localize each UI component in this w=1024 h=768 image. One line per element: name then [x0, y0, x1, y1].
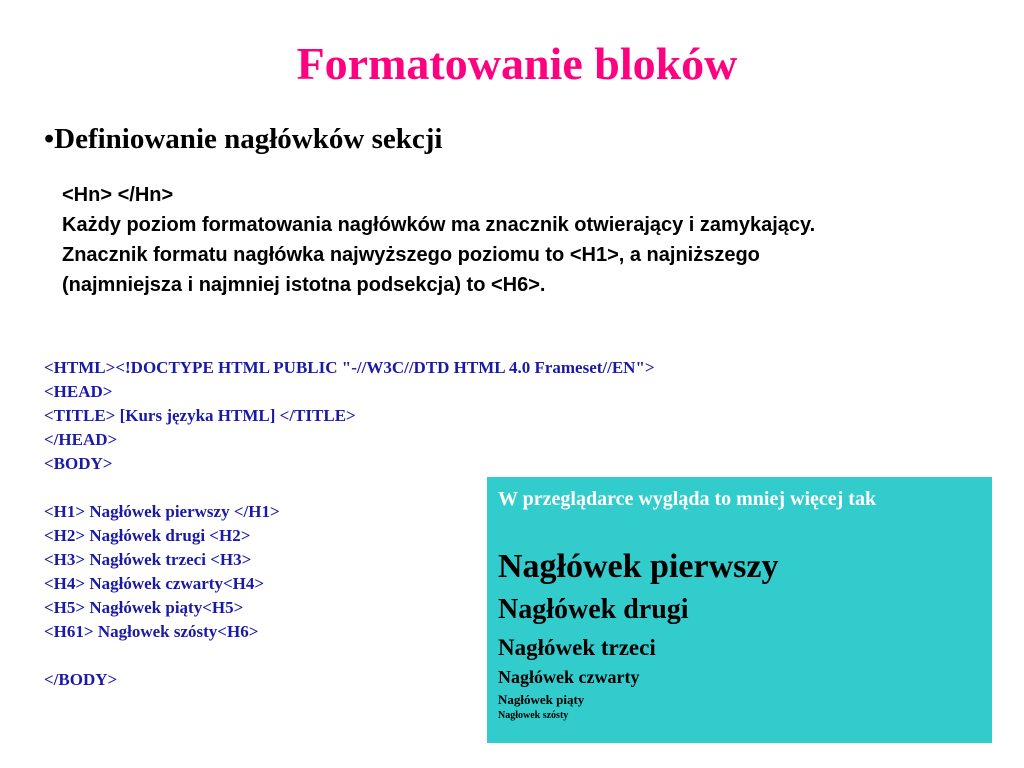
slide-title: Formatowanie bloków: [296, 38, 738, 89]
preview-heading-1: Nagłówek pierwszy: [498, 548, 779, 585]
browser-preview-box: [487, 477, 992, 743]
preview-heading-2: Nagłówek drugi: [498, 594, 689, 625]
code-line: </BODY>: [44, 670, 118, 689]
code-line: <HEAD>: [44, 382, 113, 401]
preview-heading-4: Nagłówek czwarty: [498, 667, 640, 687]
preview-heading-6: Nagłowek szósty: [498, 710, 569, 721]
description-line-1: Każdy poziom formatowania nagłówków ma znacznik otwierający i zamykający.: [62, 214, 816, 236]
description-line-2: Znacznik formatu nagłówka najwyższego poziomu to <H1>, a najniższego: [62, 244, 760, 266]
code-line: <H1> Nagłówek pierwszy </H1>: [44, 502, 280, 521]
description-block: [62, 180, 1024, 300]
preview-heading-3: Nagłówek trzeci: [498, 635, 656, 660]
code-line: <TITLE> [Kurs języka HTML] </TITLE>: [44, 406, 356, 425]
code-line: <H2> Nagłówek drugi <H2>: [44, 526, 251, 545]
code-line: <HTML><!DOCTYPE HTML PUBLIC "-//W3C//DTD HTML 4.0 Frameset//EN">: [44, 358, 655, 377]
preview-heading-5: Nagłówek piąty: [498, 692, 585, 707]
preview-caption: W przeglądarce wygląda to mniej więcej tak: [498, 488, 877, 510]
description-line-3: (najmniejsza i najmniej istotna podsekcja) to <H6>.: [62, 274, 546, 296]
code-line: <H61> Nagłowek szósty<H6>: [44, 622, 259, 641]
code-line: <BODY>: [44, 454, 113, 473]
description-line-tag: <Hn> </Hn>: [62, 184, 174, 206]
section-bullet: •Definiowanie nagłówków sekcji: [44, 123, 443, 155]
code-line: <H4> Nagłówek czwarty<H4>: [44, 574, 265, 593]
code-line: <H3> Nagłówek trzeci <H3>: [44, 550, 252, 569]
code-line: <H5> Nagłówek piąty<H5>: [44, 598, 244, 617]
code-line: </HEAD>: [44, 430, 118, 449]
